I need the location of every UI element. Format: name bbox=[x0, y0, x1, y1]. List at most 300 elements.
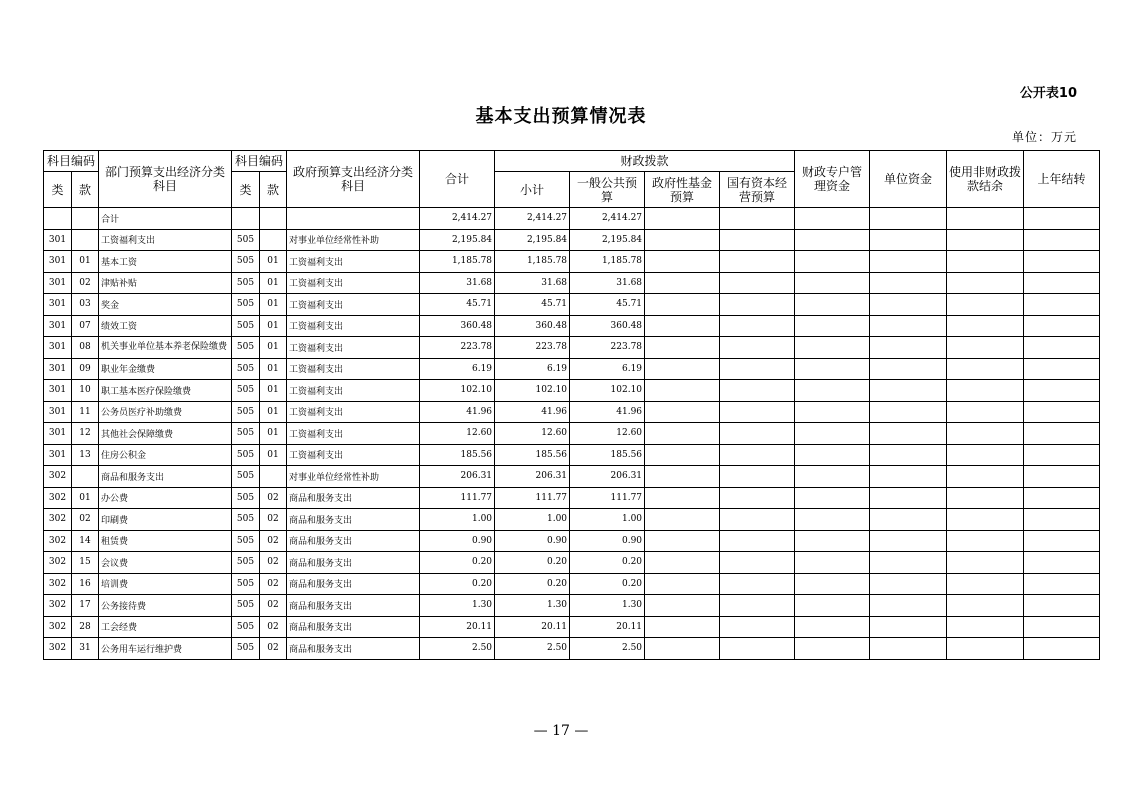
header-kuan-2: 款 bbox=[260, 172, 287, 208]
cell-last-year bbox=[1024, 444, 1100, 466]
cell-nonfiscal-balance bbox=[947, 208, 1024, 230]
cell-nonfiscal-balance bbox=[947, 380, 1024, 402]
cell-gov-class-name: 对事业单位经常性补助 bbox=[287, 229, 420, 251]
cell-gov-class-name: 商品和服务支出 bbox=[287, 552, 420, 574]
cell-kuan: 17 bbox=[72, 595, 99, 617]
cell-gov-fund bbox=[645, 595, 720, 617]
cell-total: 102.10 bbox=[420, 380, 495, 402]
cell-unit-funds bbox=[870, 380, 947, 402]
cell-subtotal: 0.20 bbox=[495, 573, 570, 595]
cell-general-public: 1.30 bbox=[570, 595, 645, 617]
cell-subtotal: 223.78 bbox=[495, 337, 570, 359]
cell-general-public: 360.48 bbox=[570, 315, 645, 337]
cell-unit-funds bbox=[870, 294, 947, 316]
cell-nonfiscal-balance bbox=[947, 315, 1024, 337]
cell-subtotal: 31.68 bbox=[495, 272, 570, 294]
cell-state-capital bbox=[720, 315, 795, 337]
cell-gov-fund bbox=[645, 229, 720, 251]
cell-unit-funds bbox=[870, 573, 947, 595]
cell-dept-class-name: 印刷费 bbox=[99, 509, 232, 531]
header-lei-2: 类 bbox=[232, 172, 260, 208]
cell-nonfiscal-balance bbox=[947, 509, 1024, 531]
cell-total: 185.56 bbox=[420, 444, 495, 466]
cell-general-public: 223.78 bbox=[570, 337, 645, 359]
cell-total: 223.78 bbox=[420, 337, 495, 359]
cell-lei: 302 bbox=[44, 573, 72, 595]
cell-unit-funds bbox=[870, 509, 947, 531]
cell-gov-fund bbox=[645, 466, 720, 488]
cell-kuan: 02 bbox=[72, 509, 99, 531]
cell-gov-fund bbox=[645, 272, 720, 294]
cell-kuan: 07 bbox=[72, 315, 99, 337]
cell-gov-class-name: 商品和服务支出 bbox=[287, 509, 420, 531]
cell-general-public: 2,414.27 bbox=[570, 208, 645, 230]
cell-state-capital bbox=[720, 423, 795, 445]
cell-kuan: 31 bbox=[72, 638, 99, 660]
cell-lei: 301 bbox=[44, 401, 72, 423]
budget-table bbox=[43, 150, 1100, 660]
cell-dept-class-name: 会议费 bbox=[99, 552, 232, 574]
cell-total: 6.19 bbox=[420, 358, 495, 380]
table-row bbox=[44, 487, 1100, 509]
table-row bbox=[44, 530, 1100, 552]
cell-lei: 301 bbox=[44, 423, 72, 445]
cell-special-funds bbox=[795, 251, 870, 273]
cell-special-funds bbox=[795, 638, 870, 660]
cell-lei: 301 bbox=[44, 380, 72, 402]
header-special-funds: 财政专户管理资金 bbox=[795, 151, 870, 208]
cell-unit-funds bbox=[870, 358, 947, 380]
header-subtotal: 小计 bbox=[495, 172, 570, 208]
cell-unit-funds bbox=[870, 444, 947, 466]
cell-dept-class-name: 工会经费 bbox=[99, 616, 232, 638]
cell-last-year bbox=[1024, 595, 1100, 617]
cell-unit-funds bbox=[870, 251, 947, 273]
cell-total: 45.71 bbox=[420, 294, 495, 316]
cell-gov-fund bbox=[645, 337, 720, 359]
cell-gov-kuan: 02 bbox=[260, 595, 287, 617]
cell-subtotal: 2,195.84 bbox=[495, 229, 570, 251]
table-row bbox=[44, 423, 1100, 445]
cell-last-year bbox=[1024, 423, 1100, 445]
cell-total: 2,195.84 bbox=[420, 229, 495, 251]
cell-lei bbox=[44, 208, 72, 230]
cell-kuan: 01 bbox=[72, 251, 99, 273]
table-row bbox=[44, 380, 1100, 402]
cell-gov-lei: 505 bbox=[232, 530, 260, 552]
cell-special-funds bbox=[795, 358, 870, 380]
cell-subtotal: 360.48 bbox=[495, 315, 570, 337]
cell-dept-class-name: 培训费 bbox=[99, 573, 232, 595]
cell-gov-fund bbox=[645, 251, 720, 273]
cell-last-year bbox=[1024, 272, 1100, 294]
cell-kuan: 11 bbox=[72, 401, 99, 423]
cell-subtotal: 2,414.27 bbox=[495, 208, 570, 230]
cell-total: 0.20 bbox=[420, 573, 495, 595]
cell-lei: 302 bbox=[44, 509, 72, 531]
cell-total: 20.11 bbox=[420, 616, 495, 638]
cell-gov-lei: 505 bbox=[232, 229, 260, 251]
cell-nonfiscal-balance bbox=[947, 229, 1024, 251]
cell-lei: 301 bbox=[44, 229, 72, 251]
cell-gov-fund bbox=[645, 208, 720, 230]
cell-total: 2,414.27 bbox=[420, 208, 495, 230]
cell-dept-class-name: 租赁费 bbox=[99, 530, 232, 552]
cell-last-year bbox=[1024, 466, 1100, 488]
table-row bbox=[44, 444, 1100, 466]
cell-nonfiscal-balance bbox=[947, 423, 1024, 445]
cell-total: 1,185.78 bbox=[420, 251, 495, 273]
cell-nonfiscal-balance bbox=[947, 444, 1024, 466]
cell-gov-kuan: 01 bbox=[260, 272, 287, 294]
cell-gov-lei: 505 bbox=[232, 423, 260, 445]
header-last-year: 上年结转 bbox=[1024, 151, 1100, 208]
cell-general-public: 20.11 bbox=[570, 616, 645, 638]
cell-nonfiscal-balance bbox=[947, 251, 1024, 273]
cell-gov-fund bbox=[645, 552, 720, 574]
cell-kuan bbox=[72, 466, 99, 488]
unit-label: 单位：万元 bbox=[1011, 130, 1077, 144]
cell-gov-lei: 505 bbox=[232, 595, 260, 617]
cell-gov-kuan: 01 bbox=[260, 294, 287, 316]
cell-gov-class-name: 商品和服务支出 bbox=[287, 638, 420, 660]
cell-state-capital bbox=[720, 573, 795, 595]
cell-state-capital bbox=[720, 229, 795, 251]
cell-gov-lei: 505 bbox=[232, 616, 260, 638]
cell-gov-fund bbox=[645, 401, 720, 423]
cell-nonfiscal-balance bbox=[947, 638, 1024, 660]
cell-lei: 301 bbox=[44, 444, 72, 466]
cell-dept-class-name: 办公费 bbox=[99, 487, 232, 509]
table-row bbox=[44, 315, 1100, 337]
header-total: 合计 bbox=[420, 151, 495, 208]
cell-subtotal: 45.71 bbox=[495, 294, 570, 316]
cell-lei: 301 bbox=[44, 358, 72, 380]
cell-kuan: 16 bbox=[72, 573, 99, 595]
cell-gov-kuan: 01 bbox=[260, 401, 287, 423]
cell-gov-kuan: 02 bbox=[260, 552, 287, 574]
cell-gov-fund bbox=[645, 358, 720, 380]
cell-subtotal: 1.00 bbox=[495, 509, 570, 531]
cell-kuan: 13 bbox=[72, 444, 99, 466]
cell-kuan: 14 bbox=[72, 530, 99, 552]
cell-lei: 301 bbox=[44, 294, 72, 316]
cell-state-capital bbox=[720, 337, 795, 359]
cell-nonfiscal-balance bbox=[947, 487, 1024, 509]
cell-state-capital bbox=[720, 444, 795, 466]
cell-lei: 302 bbox=[44, 487, 72, 509]
cell-unit-funds bbox=[870, 616, 947, 638]
cell-gov-fund bbox=[645, 315, 720, 337]
cell-unit-funds bbox=[870, 595, 947, 617]
cell-unit-funds bbox=[870, 272, 947, 294]
cell-special-funds bbox=[795, 423, 870, 445]
cell-gov-kuan: 01 bbox=[260, 423, 287, 445]
cell-gov-lei: 505 bbox=[232, 358, 260, 380]
cell-gov-fund bbox=[645, 509, 720, 531]
cell-nonfiscal-balance bbox=[947, 466, 1024, 488]
cell-last-year bbox=[1024, 573, 1100, 595]
cell-gov-class-name: 工资福利支出 bbox=[287, 272, 420, 294]
table-row bbox=[44, 272, 1100, 294]
cell-gov-kuan: 02 bbox=[260, 509, 287, 531]
cell-gov-fund bbox=[645, 638, 720, 660]
cell-lei: 302 bbox=[44, 595, 72, 617]
cell-state-capital bbox=[720, 638, 795, 660]
cell-total: 12.60 bbox=[420, 423, 495, 445]
cell-dept-class-name: 公务员医疗补助缴费 bbox=[99, 401, 232, 423]
cell-gov-lei: 505 bbox=[232, 401, 260, 423]
cell-dept-class-name: 职工基本医疗保险缴费 bbox=[99, 380, 232, 402]
cell-gov-kuan: 01 bbox=[260, 337, 287, 359]
header-fiscal-alloc: 财政拨款 bbox=[495, 151, 795, 172]
header-lei: 类 bbox=[44, 172, 72, 208]
cell-state-capital bbox=[720, 208, 795, 230]
cell-unit-funds bbox=[870, 229, 947, 251]
cell-gov-fund bbox=[645, 294, 720, 316]
cell-state-capital bbox=[720, 530, 795, 552]
cell-special-funds bbox=[795, 487, 870, 509]
table-row bbox=[44, 401, 1100, 423]
cell-lei: 301 bbox=[44, 251, 72, 273]
cell-gov-kuan: 01 bbox=[260, 380, 287, 402]
cell-special-funds bbox=[795, 337, 870, 359]
cell-general-public: 45.71 bbox=[570, 294, 645, 316]
cell-gov-fund bbox=[645, 530, 720, 552]
cell-nonfiscal-balance bbox=[947, 552, 1024, 574]
cell-dept-class-name: 工资福利支出 bbox=[99, 229, 232, 251]
cell-gov-fund bbox=[645, 380, 720, 402]
cell-subtotal: 1,185.78 bbox=[495, 251, 570, 273]
cell-special-funds bbox=[795, 552, 870, 574]
cell-general-public: 102.10 bbox=[570, 380, 645, 402]
cell-unit-funds bbox=[870, 466, 947, 488]
cell-kuan: 02 bbox=[72, 272, 99, 294]
cell-nonfiscal-balance bbox=[947, 337, 1024, 359]
cell-special-funds bbox=[795, 401, 870, 423]
cell-general-public: 111.77 bbox=[570, 487, 645, 509]
cell-gov-class-name: 工资福利支出 bbox=[287, 294, 420, 316]
cell-last-year bbox=[1024, 208, 1100, 230]
cell-dept-class-name: 其他社会保障缴费 bbox=[99, 423, 232, 445]
table-row bbox=[44, 509, 1100, 531]
cell-unit-funds bbox=[870, 315, 947, 337]
cell-dept-class-name: 公务接待费 bbox=[99, 595, 232, 617]
cell-special-funds bbox=[795, 380, 870, 402]
cell-special-funds bbox=[795, 294, 870, 316]
cell-dept-class-name: 职业年金缴费 bbox=[99, 358, 232, 380]
cell-gov-kuan bbox=[260, 229, 287, 251]
cell-subtotal: 0.20 bbox=[495, 552, 570, 574]
cell-general-public: 2.50 bbox=[570, 638, 645, 660]
cell-unit-funds bbox=[870, 208, 947, 230]
cell-gov-kuan: 02 bbox=[260, 638, 287, 660]
table-row bbox=[44, 466, 1100, 488]
cell-last-year bbox=[1024, 315, 1100, 337]
cell-nonfiscal-balance bbox=[947, 401, 1024, 423]
cell-gov-kuan: 02 bbox=[260, 487, 287, 509]
cell-special-funds bbox=[795, 595, 870, 617]
cell-lei: 301 bbox=[44, 337, 72, 359]
cell-last-year bbox=[1024, 530, 1100, 552]
cell-dept-class-name: 奖金 bbox=[99, 294, 232, 316]
cell-state-capital bbox=[720, 616, 795, 638]
cell-gov-kuan: 01 bbox=[260, 251, 287, 273]
cell-gov-lei: 505 bbox=[232, 380, 260, 402]
cell-last-year bbox=[1024, 638, 1100, 660]
cell-kuan: 12 bbox=[72, 423, 99, 445]
cell-unit-funds bbox=[870, 423, 947, 445]
cell-special-funds bbox=[795, 466, 870, 488]
cell-gov-fund bbox=[645, 487, 720, 509]
cell-state-capital bbox=[720, 380, 795, 402]
header-gov-class: 政府预算支出经济分类科目 bbox=[287, 151, 420, 208]
cell-kuan: 01 bbox=[72, 487, 99, 509]
cell-gov-kuan bbox=[260, 208, 287, 230]
cell-gov-class-name: 工资福利支出 bbox=[287, 251, 420, 273]
cell-gov-lei: 505 bbox=[232, 509, 260, 531]
cell-gov-class-name: 工资福利支出 bbox=[287, 444, 420, 466]
cell-state-capital bbox=[720, 595, 795, 617]
cell-gov-class-name bbox=[287, 208, 420, 230]
table-row bbox=[44, 294, 1100, 316]
cell-gov-lei: 505 bbox=[232, 251, 260, 273]
cell-nonfiscal-balance bbox=[947, 595, 1024, 617]
header-general-public: 一般公共预算 bbox=[570, 172, 645, 208]
cell-total: 0.90 bbox=[420, 530, 495, 552]
cell-gov-kuan bbox=[260, 466, 287, 488]
cell-state-capital bbox=[720, 251, 795, 273]
cell-state-capital bbox=[720, 466, 795, 488]
cell-kuan: 28 bbox=[72, 616, 99, 638]
cell-gov-class-name: 商品和服务支出 bbox=[287, 530, 420, 552]
header-subject-code: 科目编码 bbox=[44, 151, 99, 172]
cell-lei: 302 bbox=[44, 638, 72, 660]
cell-dept-class-name: 津贴补贴 bbox=[99, 272, 232, 294]
cell-dept-class-name: 公务用车运行维护费 bbox=[99, 638, 232, 660]
table-body bbox=[44, 208, 1100, 660]
cell-dept-class-name: 住房公积金 bbox=[99, 444, 232, 466]
cell-special-funds bbox=[795, 229, 870, 251]
table-row bbox=[44, 595, 1100, 617]
cell-dept-class-name: 基本工资 bbox=[99, 251, 232, 273]
cell-state-capital bbox=[720, 294, 795, 316]
cell-special-funds bbox=[795, 208, 870, 230]
cell-subtotal: 2.50 bbox=[495, 638, 570, 660]
cell-general-public: 6.19 bbox=[570, 358, 645, 380]
table-row bbox=[44, 552, 1100, 574]
cell-kuan bbox=[72, 208, 99, 230]
cell-nonfiscal-balance bbox=[947, 616, 1024, 638]
header-unit-funds: 单位资金 bbox=[870, 151, 947, 208]
cell-lei: 302 bbox=[44, 466, 72, 488]
cell-gov-lei: 505 bbox=[232, 444, 260, 466]
table-row bbox=[44, 208, 1100, 230]
cell-special-funds bbox=[795, 315, 870, 337]
table-row bbox=[44, 638, 1100, 660]
cell-special-funds bbox=[795, 509, 870, 531]
cell-last-year bbox=[1024, 616, 1100, 638]
cell-gov-class-name: 商品和服务支出 bbox=[287, 573, 420, 595]
cell-last-year bbox=[1024, 358, 1100, 380]
cell-gov-class-name: 商品和服务支出 bbox=[287, 595, 420, 617]
cell-kuan: 08 bbox=[72, 337, 99, 359]
cell-subtotal: 185.56 bbox=[495, 444, 570, 466]
cell-gov-kuan: 02 bbox=[260, 616, 287, 638]
header-subject-code-2: 科目编码 bbox=[232, 151, 287, 172]
cell-gov-kuan: 01 bbox=[260, 358, 287, 380]
cell-lei: 302 bbox=[44, 530, 72, 552]
cell-gov-lei: 505 bbox=[232, 638, 260, 660]
cell-general-public: 206.31 bbox=[570, 466, 645, 488]
cell-gov-class-name: 工资福利支出 bbox=[287, 401, 420, 423]
cell-total: 111.77 bbox=[420, 487, 495, 509]
header-nonfiscal-balance: 使用非财政拨款结余 bbox=[947, 151, 1024, 208]
cell-dept-class-name: 合计 bbox=[99, 208, 232, 230]
table-row bbox=[44, 251, 1100, 273]
cell-total: 41.96 bbox=[420, 401, 495, 423]
cell-lei: 301 bbox=[44, 272, 72, 294]
cell-kuan: 10 bbox=[72, 380, 99, 402]
cell-last-year bbox=[1024, 380, 1100, 402]
cell-gov-lei: 505 bbox=[232, 573, 260, 595]
cell-general-public: 0.90 bbox=[570, 530, 645, 552]
cell-gov-lei: 505 bbox=[232, 552, 260, 574]
table-header bbox=[44, 151, 1100, 208]
cell-last-year bbox=[1024, 251, 1100, 273]
cell-general-public: 185.56 bbox=[570, 444, 645, 466]
cell-gov-fund bbox=[645, 444, 720, 466]
cell-general-public: 2,195.84 bbox=[570, 229, 645, 251]
table-number-label: 公开表10 bbox=[1019, 86, 1077, 101]
cell-last-year bbox=[1024, 509, 1100, 531]
cell-special-funds bbox=[795, 444, 870, 466]
cell-special-funds bbox=[795, 616, 870, 638]
cell-nonfiscal-balance bbox=[947, 294, 1024, 316]
cell-special-funds bbox=[795, 573, 870, 595]
cell-gov-class-name: 工资福利支出 bbox=[287, 337, 420, 359]
page-number: — 17 — bbox=[533, 723, 589, 739]
cell-gov-class-name: 对事业单位经常性补助 bbox=[287, 466, 420, 488]
table-row bbox=[44, 229, 1100, 251]
header-kuan: 款 bbox=[72, 172, 99, 208]
cell-state-capital bbox=[720, 487, 795, 509]
cell-gov-class-name: 工资福利支出 bbox=[287, 358, 420, 380]
cell-state-capital bbox=[720, 358, 795, 380]
cell-state-capital bbox=[720, 509, 795, 531]
cell-kuan: 03 bbox=[72, 294, 99, 316]
cell-state-capital bbox=[720, 401, 795, 423]
cell-subtotal: 206.31 bbox=[495, 466, 570, 488]
cell-gov-fund bbox=[645, 573, 720, 595]
cell-special-funds bbox=[795, 530, 870, 552]
table-row bbox=[44, 337, 1100, 359]
cell-gov-class-name: 商品和服务支出 bbox=[287, 487, 420, 509]
cell-unit-funds bbox=[870, 638, 947, 660]
cell-gov-lei: 505 bbox=[232, 315, 260, 337]
cell-gov-fund bbox=[645, 616, 720, 638]
cell-lei: 301 bbox=[44, 315, 72, 337]
cell-last-year bbox=[1024, 552, 1100, 574]
cell-total: 0.20 bbox=[420, 552, 495, 574]
cell-unit-funds bbox=[870, 552, 947, 574]
cell-general-public: 12.60 bbox=[570, 423, 645, 445]
cell-total: 31.68 bbox=[420, 272, 495, 294]
cell-gov-lei: 505 bbox=[232, 337, 260, 359]
cell-nonfiscal-balance bbox=[947, 272, 1024, 294]
cell-special-funds bbox=[795, 272, 870, 294]
cell-last-year bbox=[1024, 487, 1100, 509]
